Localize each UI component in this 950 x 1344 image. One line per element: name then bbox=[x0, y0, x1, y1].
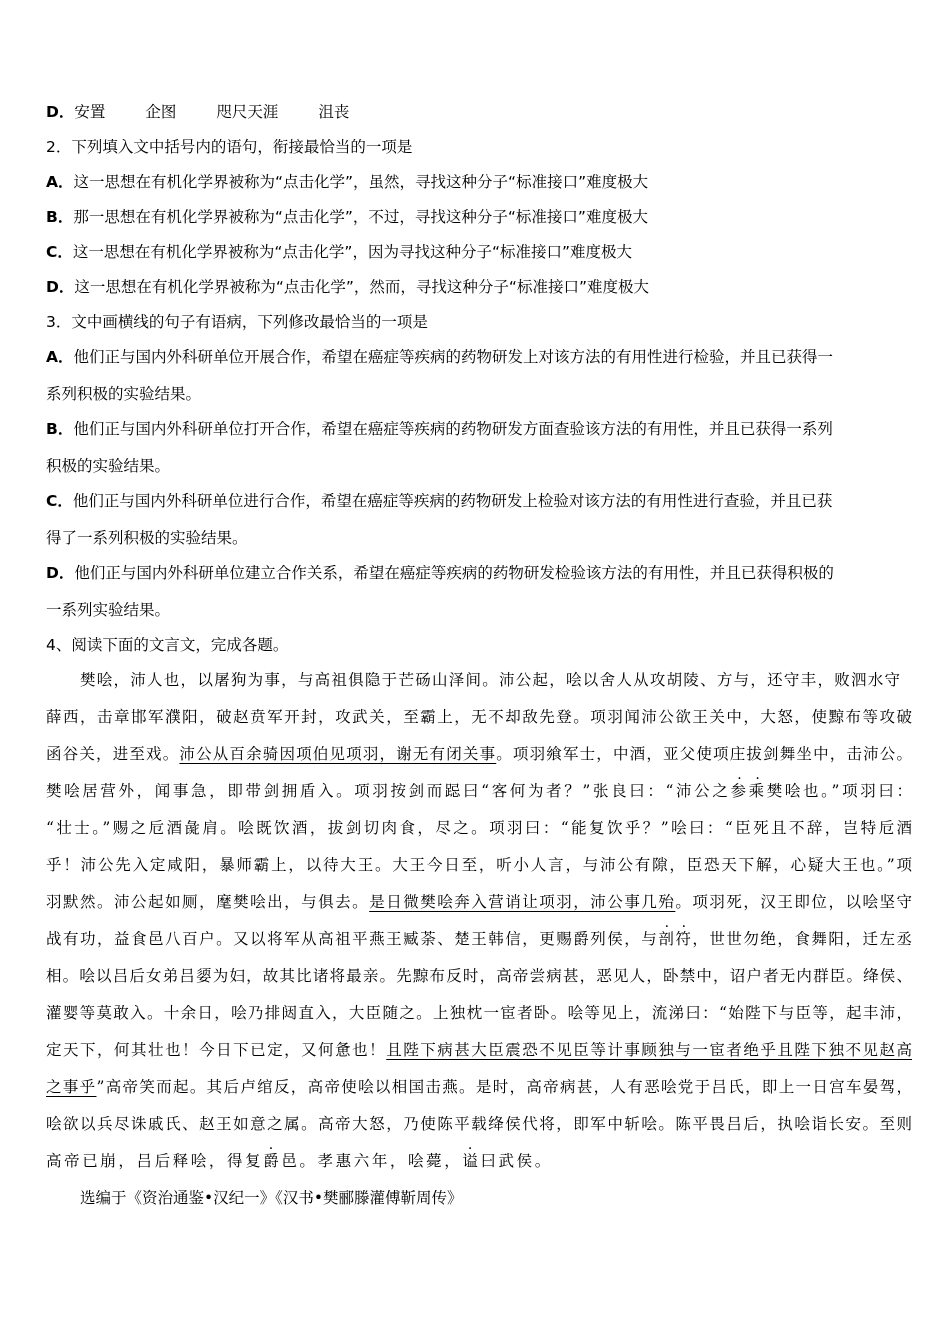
option-label: A． bbox=[46, 173, 74, 191]
option-text: 这一思想在有机化学界被称为“点击化学”，因为寻找这种分子“标准接口”难度极大 bbox=[72, 243, 633, 261]
option-label: C． bbox=[46, 243, 73, 261]
option-word: 咫尺天涯 bbox=[216, 103, 279, 121]
passage-text: 曰武侯。 bbox=[480, 1152, 553, 1170]
option-label: B． bbox=[46, 208, 74, 226]
q3-option-b bbox=[46, 418, 833, 440]
passage-line: 薛西，击章邯军濮阳，破赵贲军开封，攻武关，至霸上，无不却敌先登。项羽闻沛公欲王关中，大怒，使黥布等攻破 bbox=[46, 708, 912, 726]
q4-stem: 4、阅读下面的文言文，完成各题。 bbox=[46, 636, 289, 654]
passage-source: 选编于《资治通鉴•汉纪一》《汉书•樊郦滕灌傅靳周传》 bbox=[80, 1189, 463, 1207]
dotted-char: 爵 bbox=[263, 1152, 282, 1170]
option-word: 沮丧 bbox=[318, 103, 350, 121]
option-text: 这一思想在有机化学界被称为“点击化学”，虽然，寻找这种分子“标准接口”难度极大 bbox=[73, 173, 649, 191]
option-label: D． bbox=[46, 564, 75, 582]
dotted-char: 谥 bbox=[462, 1152, 481, 1170]
q3-option-c-cont: 得了一系列积极的实验结果。 bbox=[46, 529, 248, 547]
underlined-sentence: 是日微樊哙奔入营诮让项羽，沛公事几殆 bbox=[369, 893, 676, 911]
passage-text: 高帝已崩，吕后释哙，得复 bbox=[46, 1152, 264, 1170]
underlined-sentence: 之事乎 bbox=[46, 1078, 97, 1096]
dotted-char: 剖 bbox=[658, 930, 676, 948]
q2-option-b bbox=[46, 206, 648, 228]
passage-text: 樊哙居营外，闻事急，即带剑拥盾入。项羽按剑而跽曰“客何为者？”张良曰：“沛公之 bbox=[46, 782, 731, 800]
option-label: C． bbox=[46, 492, 73, 510]
q2-stem: 2．下列填入文中括号内的语句，衔接最恰当的一项是 bbox=[46, 138, 413, 156]
option-label: D． bbox=[46, 278, 75, 296]
option-label: A． bbox=[46, 348, 74, 366]
underlined-sentence: 沛公从百余骑因项伯见项羽，谢无有闭关事 bbox=[179, 745, 497, 763]
q2-option-a bbox=[46, 171, 648, 193]
passage-line: 相。哙以吕后女弟吕媭为妇，故其比诸将最亲。先黥布反时，高帝尝病甚，恶见人，卧禁中，诏户者无内群臣。绛侯、 bbox=[46, 967, 912, 985]
passage-text: 函谷关，进至戏。 bbox=[46, 745, 180, 763]
option-text: 他们正与国内外科研单位开展合作，希望在癌症等疾病的药物研发上对该方法的有用性进行检验，并且已获得一 bbox=[73, 348, 834, 366]
dotted-char: 参 bbox=[730, 782, 749, 800]
passage-text: 战有功，益食邑八百户。又以将军从高祖平燕王臧荼、楚王韩信，更赐爵列侯，与 bbox=[46, 930, 659, 948]
passage-text: 定天下，何其壮也！今日下已定，又何惫也！ bbox=[46, 1041, 387, 1059]
passage-line: 乎！沛公先入定咸阳，暴师霸上，以待大王。大王今日至，听小人言，与沛公有隙，臣恐天下解，心疑大王也。”项 bbox=[46, 856, 912, 874]
passage-line bbox=[46, 1076, 912, 1098]
passage-text: 。项羽飨军士，中酒，亚父使项庄拔剑舞坐中，击沛公。 bbox=[496, 745, 912, 763]
option-text: 那一思想在有机化学界被称为“点击化学”，不过，寻找这种分子“标准接口”难度极大 bbox=[73, 208, 648, 226]
passage-text: ”高帝笑而起。其后卢绾反，高帝使哙以相国击燕。是时，高帝病甚，人有恶哙党于吕氏，即上一日宫车晏驾， bbox=[96, 1078, 912, 1096]
q1-option-d bbox=[46, 101, 349, 123]
dotted-char: 符 bbox=[675, 930, 693, 948]
q2-option-d bbox=[46, 276, 649, 298]
q3-option-d-cont: 一系列实验结果。 bbox=[46, 601, 171, 619]
option-text: 他们正与国内外科研单位进行合作，希望在癌症等疾病的药物研发上检验对该方法的有用性进行查验，并且已获 bbox=[72, 492, 833, 510]
passage-line bbox=[46, 780, 912, 802]
passage-line: “壮士。”赐之卮酒彘肩。哙既饮酒，拔剑切肉食，尽之。项羽曰：“能复饮乎？”哙曰：“臣死且不辞，岂特卮酒 bbox=[46, 819, 912, 837]
q3-option-d bbox=[46, 562, 834, 584]
dotted-char: 乘 bbox=[748, 782, 767, 800]
passage-text: 。项羽死，汉王即位，以哙坚守 bbox=[675, 893, 912, 911]
option-label: B． bbox=[46, 420, 74, 438]
q3-option-a bbox=[46, 346, 833, 368]
passage-text: ，世世勿绝，食舞阳，迁左丞 bbox=[692, 930, 912, 948]
passage-text: 邑。孝惠六年，哙薨， bbox=[281, 1152, 463, 1170]
passage-line: 樊哙，沛人也，以屠狗为事，与高祖俱隐于芒砀山泽间。沛公起，哙以舍人从攻胡陵、方与，还守丰，败泗水守 bbox=[80, 671, 900, 689]
passage-text: 羽默然。沛公起如厕，麾樊哙出，与俱去。 bbox=[46, 893, 370, 911]
option-text: 这一思想在有机化学界被称为“点击化学”，然而，寻找这种分子“标准接口”难度极大 bbox=[74, 278, 649, 296]
passage-line bbox=[46, 743, 912, 765]
passage-line bbox=[46, 1039, 912, 1061]
q3-option-a-cont: 系列积极的实验结果。 bbox=[46, 385, 202, 403]
q3-option-b-cont: 积极的实验结果。 bbox=[46, 457, 171, 475]
option-label: D． bbox=[46, 103, 75, 121]
passage-line: 哙欲以兵尽诛戚氏、赵王如意之属。高帝大怒，乃使陈平载绛侯代将，即军中斩哙。陈平畏吕后，执哙诣长安。至则 bbox=[46, 1115, 912, 1133]
q3-stem: 3．文中画横线的句子有语病，下列修改最恰当的一项是 bbox=[46, 313, 428, 331]
option-word: 安置 bbox=[74, 103, 106, 121]
option-text: 他们正与国内外科研单位建立合作关系，希望在癌症等疾病的药物研发检验该方法的有用性，并且已获得积极的 bbox=[74, 564, 834, 582]
passage-line: 灌婴等莫敢入。十余日，哙乃排闼直入，大臣随之。上独枕一宦者卧。哙等见上，流涕曰：“始陛下与臣等，起丰沛， bbox=[46, 1004, 912, 1022]
option-text: 他们正与国内外科研单位打开合作，希望在癌症等疾病的药物研发方面查验该方法的有用性，并且已获得一系列 bbox=[73, 420, 833, 438]
passage-line bbox=[46, 1150, 912, 1172]
passage-line bbox=[46, 891, 912, 913]
passage-text: 樊哙也。”项羽曰： bbox=[766, 782, 912, 800]
option-word: 企图 bbox=[145, 103, 177, 121]
passage-line bbox=[46, 928, 912, 950]
q2-option-c bbox=[46, 241, 632, 263]
underlined-sentence: 且陛下病甚大臣震恐不见臣等计事顾独与一宦者绝乎且陛下独不见赵高 bbox=[386, 1041, 912, 1059]
q3-option-c bbox=[46, 490, 832, 512]
